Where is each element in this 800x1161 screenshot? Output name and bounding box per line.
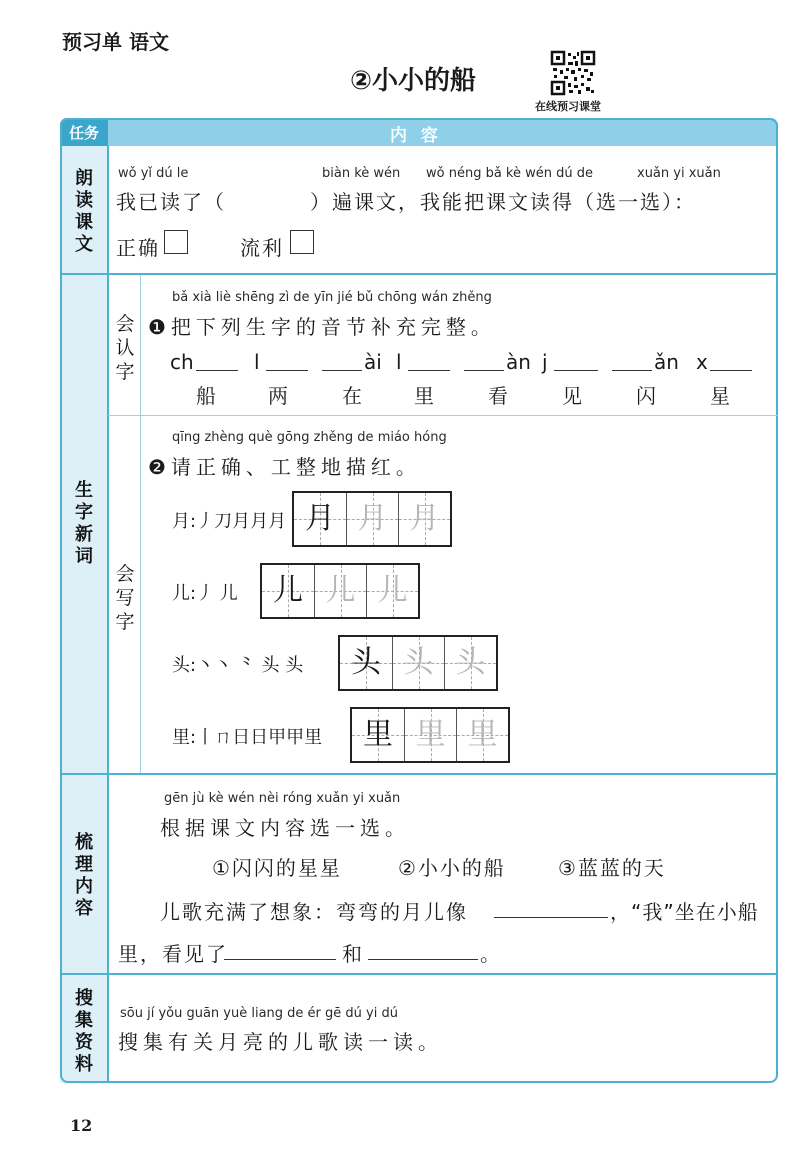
checkbox-fluent[interactable]: [290, 230, 314, 254]
choice-option-2[interactable]: ②小小的船: [398, 856, 506, 880]
trace-char: 月: [409, 501, 440, 536]
pinyin: bǎ xià liè shēng zì de yīn jié bǔ chōng wán zhěng: [172, 290, 492, 305]
option-label-fluent: 流利: [240, 236, 284, 260]
syllable-part: ài: [364, 350, 382, 374]
grid-cell[interactable]: [392, 637, 444, 689]
trace-char: 里: [467, 717, 498, 752]
fill-line-1b: ，“我”坐在小船: [610, 900, 759, 924]
trace-char: 月: [357, 501, 388, 536]
grid-cell[interactable]: [340, 637, 392, 689]
trace-char: 儿: [377, 573, 408, 608]
checkbox-correct[interactable]: [164, 230, 188, 254]
pinyin: sōu jí yǒu guān yuè liang de ér gē dú yi dú: [120, 1006, 398, 1021]
character: 星: [710, 384, 732, 408]
fill-line-1a: 儿歌充满了想象：弯弯的月儿像: [160, 900, 468, 924]
character: 见: [562, 384, 584, 408]
instruction-choose: 根据课文内容选一选。: [160, 816, 410, 840]
syllable-part: ǎn: [654, 350, 679, 374]
syllable-blank[interactable]: [710, 350, 752, 371]
trace-char: 头: [403, 645, 434, 680]
model-char: 月: [305, 501, 335, 536]
syllable-part: l: [396, 350, 402, 374]
row-divider: [60, 973, 778, 975]
pinyin: wǒ yǐ dú le: [118, 166, 189, 181]
fill-line-2b: 和: [342, 942, 364, 966]
page-header: 预习单 语文: [62, 30, 169, 54]
grid-cell[interactable]: [404, 709, 456, 761]
instruction-syllables: ❶把下列生字的音节补充完整。: [148, 315, 496, 339]
syllable-blank[interactable]: [408, 350, 450, 371]
syllable-blank[interactable]: [464, 350, 504, 371]
qr-caption: 在线预习课堂: [535, 100, 601, 113]
tracing-grid[interactable]: [350, 707, 510, 763]
syllable-part: àn: [506, 350, 531, 374]
trace-char: 头: [455, 645, 486, 680]
trace-char: 儿: [325, 573, 356, 608]
fill-line-2a: 里，看见了: [118, 942, 228, 966]
character: 在: [342, 384, 364, 408]
grid-cell[interactable]: [456, 709, 508, 761]
section-label-collect: 搜集资料: [75, 988, 93, 1075]
character: 闪: [636, 384, 658, 408]
model-char: 儿: [273, 573, 303, 608]
grid-cell[interactable]: [314, 565, 366, 617]
stroke-order: 月:丿刀月月月: [172, 511, 287, 532]
read-sentence-end: ）遍课文，我能把课文读得（选一选）：: [310, 190, 696, 214]
page-number: 12: [70, 1116, 93, 1135]
pinyin: gēn jù kè wén nèi róng xuǎn yi xuǎn: [164, 791, 401, 806]
fill-blank-moon[interactable]: [494, 897, 608, 918]
choice-option-3[interactable]: ③蓝蓝的天: [558, 856, 666, 880]
syllable-part: l: [254, 350, 260, 374]
option-label-correct: 正确: [116, 236, 160, 260]
syllable-part: x: [696, 350, 708, 374]
character: 两: [268, 384, 290, 408]
stroke-order: 里:丨ㄇ日日甲甲里: [172, 727, 323, 748]
character: 看: [488, 384, 510, 408]
syllable-blank[interactable]: [554, 350, 598, 371]
tracing-grid[interactable]: [292, 491, 452, 547]
syllable-blank[interactable]: [196, 350, 238, 371]
content-header-label: 内 容: [390, 126, 442, 146]
syllable-blank[interactable]: [612, 350, 652, 371]
syllable-part: ch: [170, 350, 194, 374]
choice-option-1[interactable]: ①闪闪的星星: [212, 856, 342, 880]
syllable-part: j: [542, 350, 548, 374]
row-divider: [60, 273, 778, 275]
grid-cell[interactable]: [294, 493, 346, 545]
sub-row-divider: [108, 415, 778, 416]
qr-code[interactable]: [550, 50, 596, 96]
grid-cell[interactable]: [398, 493, 450, 545]
model-char: 里: [363, 717, 393, 752]
section-label-organize: 梳理内容: [75, 832, 93, 919]
tracing-grid[interactable]: [338, 635, 498, 691]
char-row: [0, 380, 800, 406]
section-label-read: 朗读课文: [75, 168, 93, 255]
pinyin: xuǎn yi xuǎn: [637, 166, 721, 181]
sublabel-recognize: 会认字: [115, 313, 135, 383]
fill-blank-see-2[interactable]: [368, 939, 478, 960]
instruction-trace: ❷请正确、工整地描红。: [148, 455, 421, 479]
fill-line-2c: 。: [480, 942, 502, 966]
trace-char: 里: [415, 717, 446, 752]
section-label-new-words: 生字新词: [75, 480, 93, 567]
stroke-order: 儿:丿 儿: [172, 583, 238, 604]
pinyin: qīng zhèng què gōng zhěng de miáo hóng: [172, 430, 447, 445]
grid-cell[interactable]: [366, 565, 418, 617]
model-char: 头: [351, 645, 381, 680]
syllable-blank[interactable]: [266, 350, 308, 371]
row-divider: [60, 773, 778, 775]
grid-cell[interactable]: [346, 493, 398, 545]
stroke-order: 头:丶丶 ⺀ 头 头: [172, 655, 304, 676]
lesson-title: ②小小的船: [350, 66, 477, 96]
tracing-grid[interactable]: [260, 563, 420, 619]
grid-cell[interactable]: [352, 709, 404, 761]
pinyin: biàn kè wén: [322, 166, 401, 181]
instruction-collect: 搜集有关月亮的儿歌读一读。: [118, 1030, 443, 1054]
sublabel-write: 会写字: [115, 563, 135, 633]
pinyin: wǒ néng bǎ kè wén dú de: [426, 166, 594, 181]
read-sentence-start: 我已读了（: [116, 190, 226, 214]
fill-blank-see-1[interactable]: [224, 939, 336, 960]
task-header-label: 任务: [68, 124, 99, 142]
syllable-row: [170, 350, 760, 376]
character: 船: [196, 384, 218, 408]
grid-cell[interactable]: [444, 637, 496, 689]
character: 里: [414, 384, 436, 408]
syllable-blank[interactable]: [322, 350, 362, 371]
grid-cell[interactable]: [262, 565, 314, 617]
